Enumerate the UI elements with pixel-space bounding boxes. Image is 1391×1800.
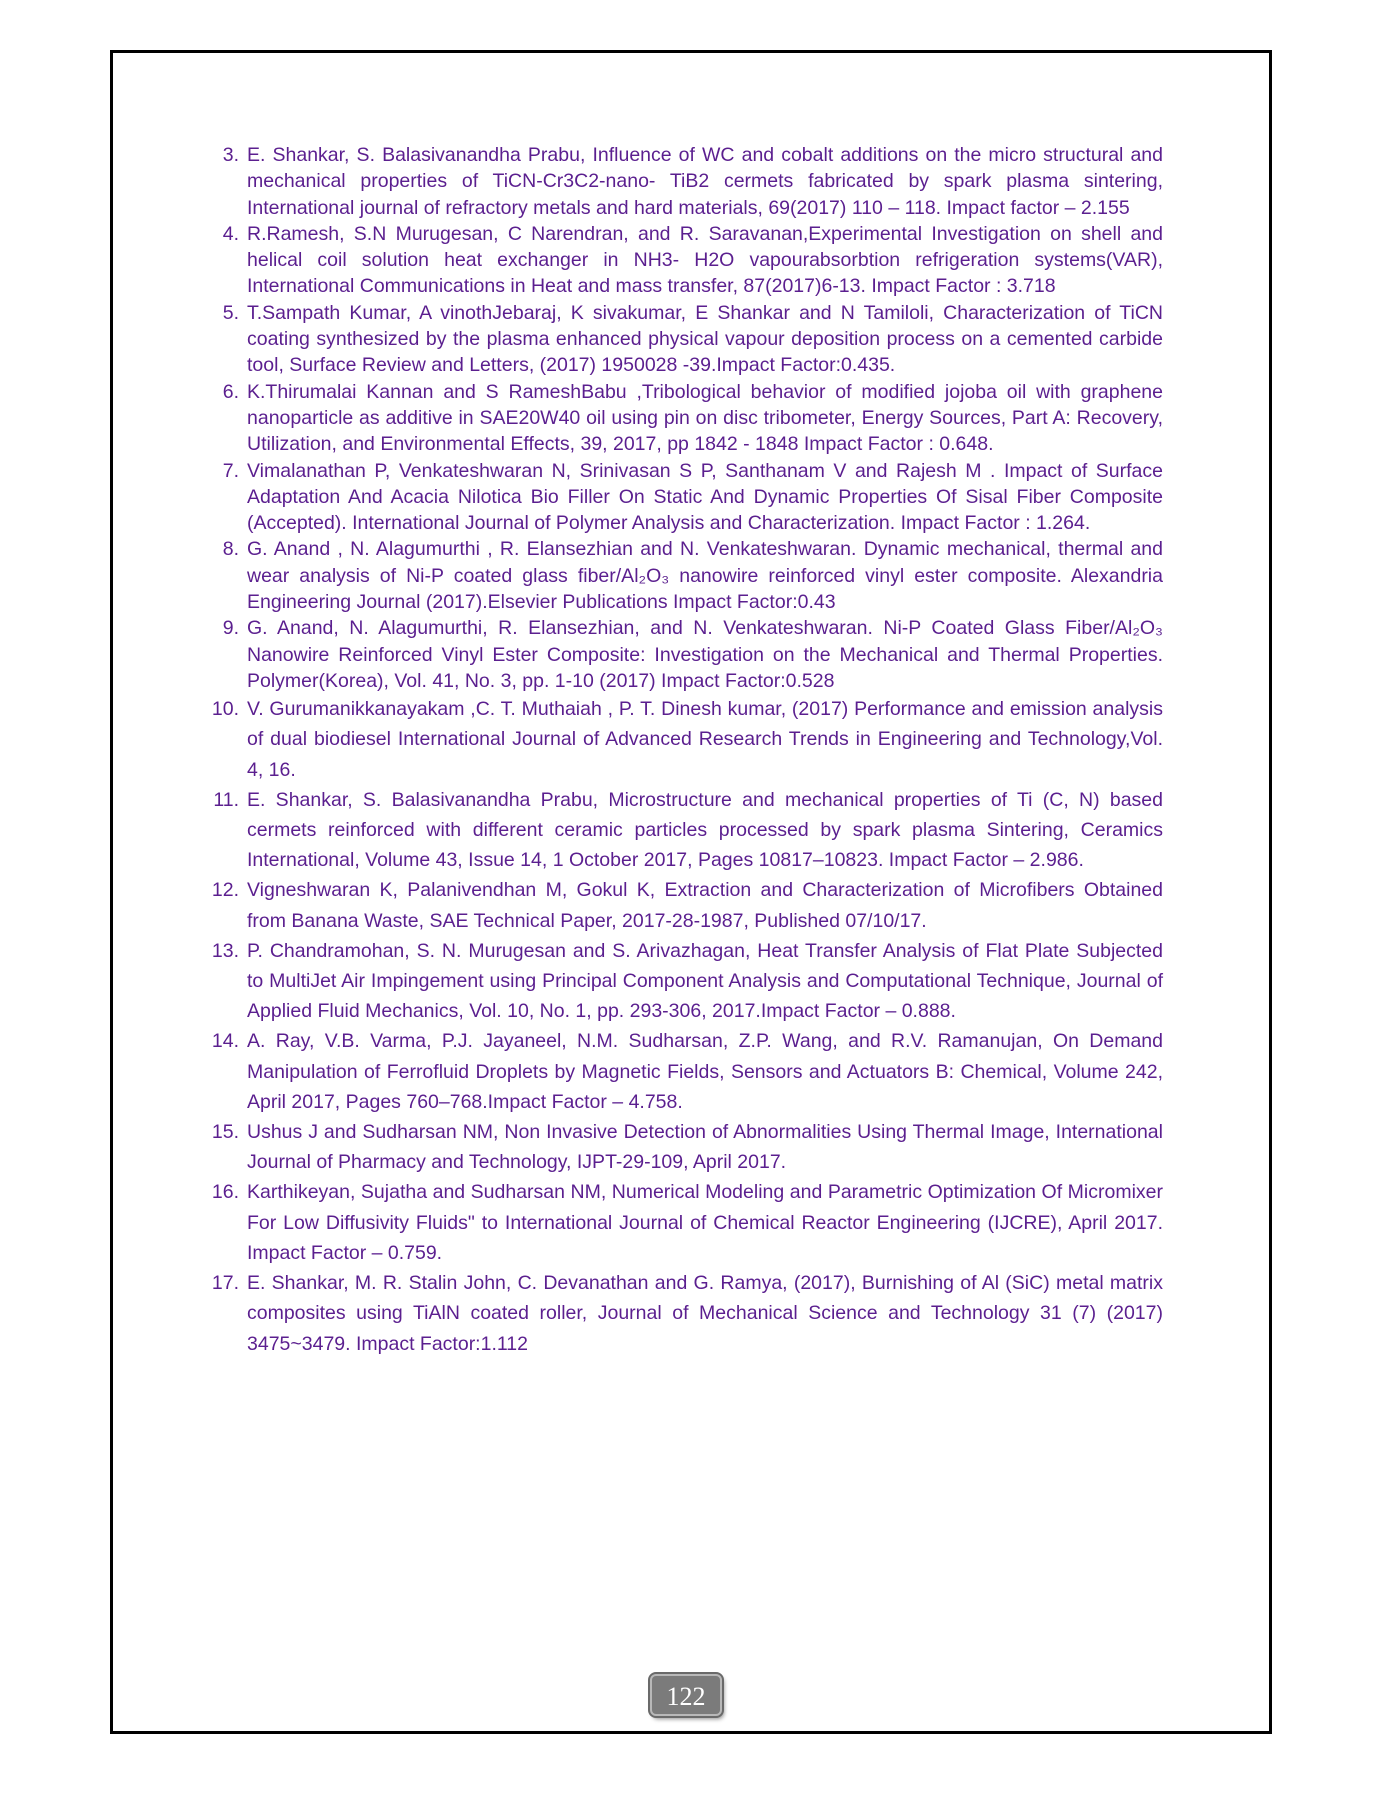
reference-text: E. Shankar, S. Balasivanandha Prabu, Microstructure and mechanical properties of Ti (C, N) based cermets reinforced with different ceramic particles processed by spark plasma Sintering, Ceramics International, Volume 43, Issue 14, 1 October 2017, Pages 10817–10823. Impact Factor – 2.986.	[247, 788, 1163, 872]
reference-number: 17.	[211, 1272, 239, 1295]
reference-number: 4.	[222, 222, 239, 245]
reference-text: E. Shankar, S. Balasivanandha Prabu, Influence of WC and cobalt additions on the micro structural and mechanical properties of TiCN-Cr3C2-nano- TiB2 cermets fabricated by spark plasma sintering, International journal of refractory metals and hard materials, 69(2017) 110 – 118. Impact factor – 2.155	[247, 144, 1163, 219]
list-item	[203, 536, 1163, 615]
reference-text: A. Ray, V.B. Varma, P.J. Jayaneel, N.M. Sudharsan, Z.P. Wang, and R.V. Ramanujan, On Demand Manipulation of Ferrofluid Droplets by Magnetic Fields, Sensors and Actuators B: Chemical, Volume 242, April 2017, Pages 760–768.Impact Factor – 4.758.	[247, 1030, 1163, 1113]
list-item	[203, 142, 1163, 221]
reference-text: P. Chandramohan, S. N. Murugesan and S. Arivazhagan, Heat Transfer Analysis of Flat Plate Subjected to MultiJet Air Impingement using Principal Component Analysis and Computational Technique, Journal of Applied Fluid Mechanics, Vol. 10, No. 1, pp. 293-306, 2017.Impact Factor – 0.888.	[247, 939, 1163, 1023]
list-item	[203, 936, 1163, 1027]
reference-number: 14.	[211, 1030, 239, 1053]
list-item	[203, 1117, 1163, 1177]
reference-text: T.Sampath Kumar, A vinothJebaraj, K sivakumar, E Shankar and N Tamiloli, Characterization of TiCN coating synthesized by the plasma enhanced physical vapour deposition process on a cemented carbide tool, Surface Review and Letters, (2017) 1950028 -39.Impact Factor:0.435.	[247, 301, 1163, 377]
list-item	[203, 1026, 1163, 1117]
reference-text: R.Ramesh, S.N Murugesan, C Narendran, and R. Saravanan,Experimental Investigation on shell and helical coil solution heat exchanger in NH3- H2O vapourabsorbtion refrigeration systems(VAR), International Communications in Heat and mass transfer, 87(2017)6-13. Impact Factor : 3.718	[247, 222, 1163, 298]
reference-text: Karthikeyan, Sujatha and Sudharsan NM, Numerical Modeling and Parametric Optimization Of Micromixer For Low Diffusivity Fluids" to International Journal of Chemical Reactor Engineering (IJCRE), April 2017. Impact Factor – 0.759.	[247, 1181, 1163, 1264]
list-item	[203, 694, 1163, 785]
list-item	[203, 458, 1163, 537]
list-item	[203, 1268, 1163, 1359]
reference-number: 8.	[222, 538, 239, 561]
list-item	[203, 875, 1163, 935]
list-item	[203, 300, 1163, 379]
reference-number: 15.	[211, 1121, 239, 1144]
reference-list	[203, 142, 1163, 1359]
reference-text: K.Thirumalai Kannan and S RameshBabu ,Tribological behavior of modified jojoba oil with graphene nanoparticle as additive in SAE20W40 oil using pin on disc tribometer, Energy Sources, Part A: Recovery, Utilization, and Environmental Effects, 39, 2017, pp 1842 - 1848 Impact Factor : 0.648.	[247, 380, 1163, 456]
reference-text: G. Anand, N. Alagumurthi, R. Elansezhian, and N. Venkateshwaran. Ni-P Coated Glass Fiber/Al₂O₃ Nanowire Reinforced Vinyl Ester Composite: Investigation on the Mechanical and Thermal Properties. Polymer(Korea), Vol. 41, No. 3, pp. 1-10 (2017) Impact Factor:0.528	[247, 617, 1163, 692]
list-item	[203, 785, 1163, 876]
reference-number: 3.	[222, 144, 239, 166]
list-item	[203, 615, 1163, 694]
reference-number: 9.	[222, 617, 239, 640]
reference-text: Vigneshwaran K, Palanivendhan M, Gokul K, Extraction and Characterization of Microfibers Obtained from Banana Waste, SAE Technical Paper, 2017-28-1987, Published 07/10/17.	[247, 879, 1163, 932]
list-item	[203, 379, 1163, 458]
reference-number: 6.	[222, 380, 239, 403]
reference-number: 5.	[222, 301, 239, 324]
list-item	[203, 221, 1163, 300]
reference-text: V. Gurumanikkanayakam ,C. T. Muthaiah , P. T. Dinesh kumar, (2017) Performance and emission analysis of dual biodiesel International Journal of Advanced Research Trends in Engineering and Technology,Vol. 4, 16.	[247, 698, 1163, 781]
reference-text: Ushus J and Sudharsan NM, Non Invasive Detection of Abnormalities Using Thermal Image, International Journal of Pharmacy and Technology, IJPT-29-109, April 2017.	[247, 1121, 1163, 1174]
reference-number: 13.	[211, 939, 239, 962]
reference-text: Vimalanathan P, Venkateshwaran N, Srinivasan S P, Santhanam V and Rajesh M . Impact of Surface Adaptation And Acacia Nilotica Bio Filler On Static And Dynamic Properties Of Sisal Fiber Composite (Accepted). International Journal of Polymer Analysis and Characterization. Impact Factor : 1.264.	[247, 459, 1163, 535]
reference-number: 10.	[211, 698, 239, 721]
reference-number: 11.	[213, 788, 239, 811]
list-item	[203, 1177, 1163, 1268]
reference-number: 16.	[211, 1181, 239, 1204]
reference-number: 12.	[211, 879, 239, 902]
reference-number: 7.	[222, 459, 239, 482]
reference-text: E. Shankar, M. R. Stalin John, C. Devanathan and G. Ramya, (2017), Burnishing of Al (SiC) metal matrix composites using TiAlN coated roller, Journal of Mechanical Science and Technology 31 (7) (2017) 3475~3479. Impact Factor:1.112	[247, 1272, 1163, 1355]
page-number-badge: 122	[650, 1674, 722, 1716]
reference-text: G. Anand , N. Alagumurthi , R. Elansezhian and N. Venkateshwaran. Dynamic mechanical, thermal and wear analysis of Ni-P coated glass fiber/Al₂O₃ nanowire reinforced vinyl ester composite. Alexandria Engineering Journal (2017).Elsevier Publications Impact Factor:0.43	[247, 538, 1163, 614]
